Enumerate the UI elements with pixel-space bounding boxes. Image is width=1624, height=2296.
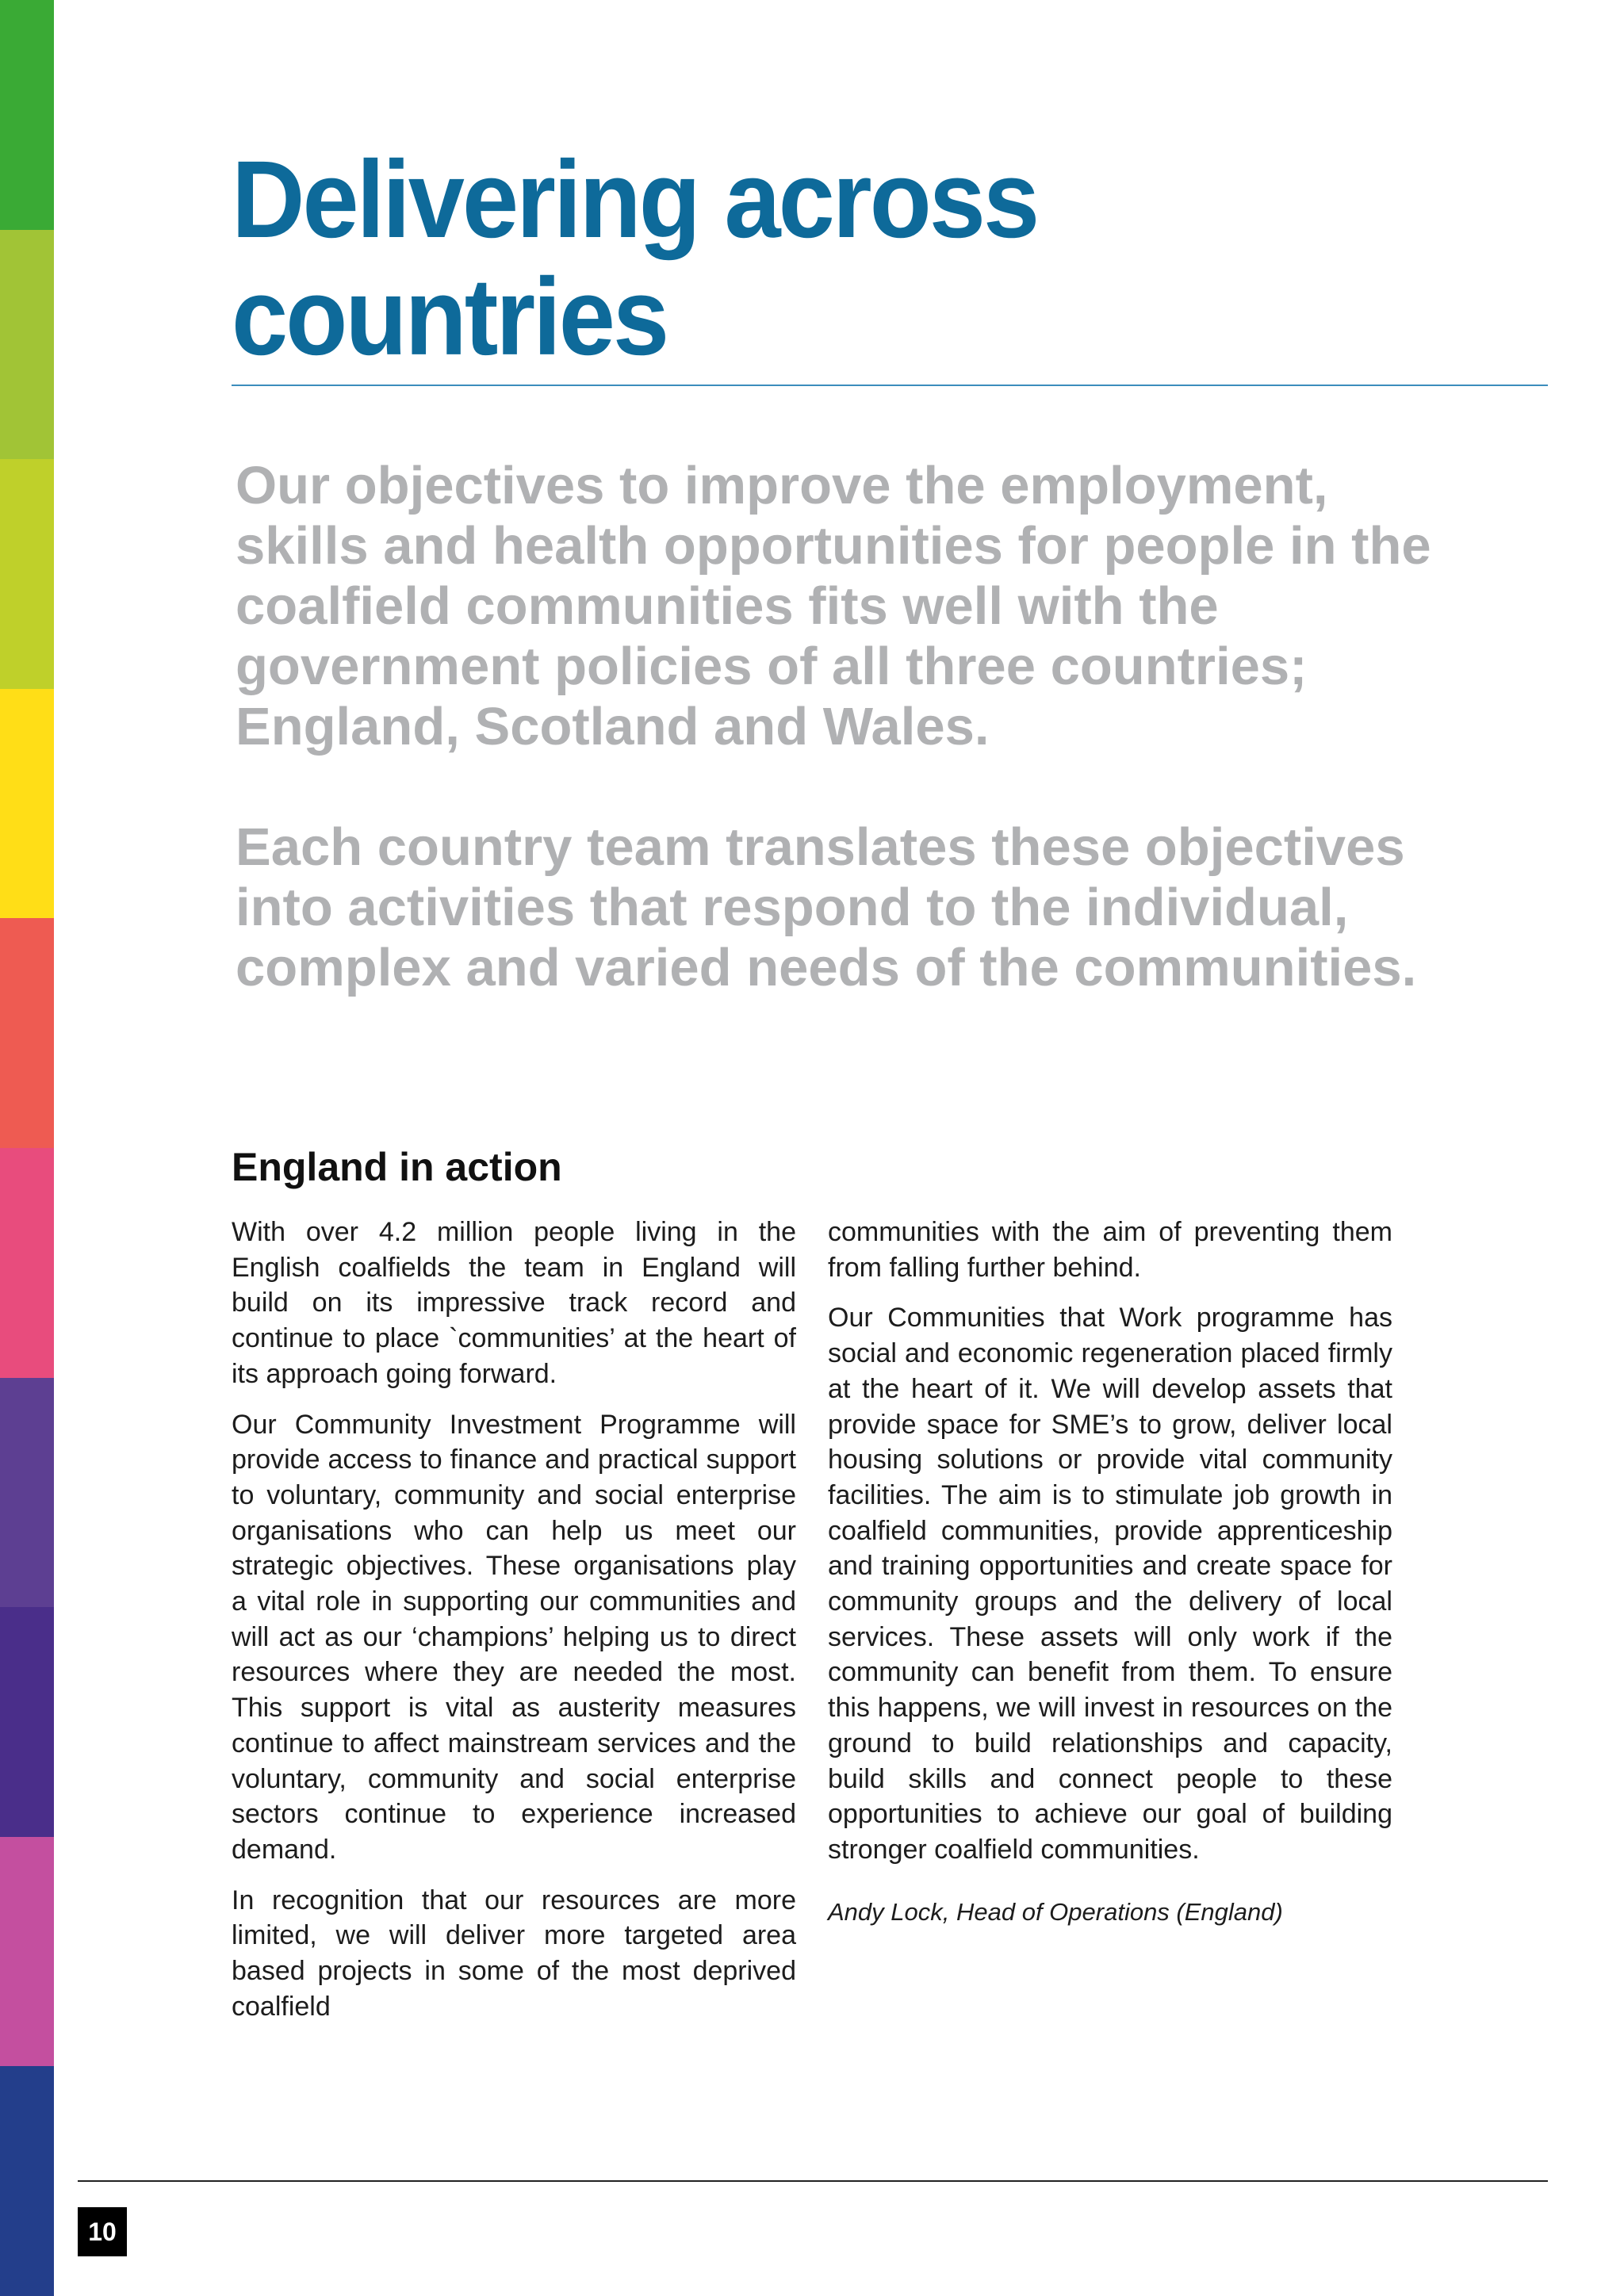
body-paragraph: Our Communities that Work programme has social and economic regeneration placed firmly at the heart of it. We will develop assets that provide space for SME’s to grow, deliver local housing solutions or provide vital community facilities. The aim is to stimulate job growth in coalfield communities, provide apprenticeship and training opportunities and create space for community groups and the delivery of local services. These assets will only work if the community can benefit from them. To ensure this happens, we will invest in resources on the ground to build relationships and capacity, build skills and connect people to these opportunities to achieve our goal of building stronger coalfield communities. [828,1303,1392,1865]
color-bar-segment [0,459,54,689]
page-title: Delivering across countries [232,138,1038,379]
color-bar-segment [0,1378,54,1608]
intro-paragraph: Our objectives to improve the employment, skills and health opportunities for people in the coalfield communities fits well with the government policies of all three countries; England, Scotland and Wales. [236,456,1431,756]
color-bar-segment [0,1607,54,1837]
color-bar-segment [0,0,54,230]
signature: Andy Lock, Head of Operations (England) [828,1897,1283,1926]
color-bar-segment [0,230,54,460]
color-bar-segment [0,1148,54,1378]
title-divider [232,385,1548,386]
color-bar-segment [0,2066,54,2296]
body-column-right [828,1215,1392,1945]
body-paragraph: Our Community Investment Programme will provide access to finance and practical support to voluntary, community and social enterprise organisations who can help us meet our strategic objectives. These organisations play a vital role in supporting our communities and will act as our ‘champions’ helping us to direct resources where they are needed the most. This support is vital as austerity measures continue to affect mainstream services and the voluntary, community and social enterprise sectors continue to experience increased demand. [232,1409,796,1865]
color-bar-segment [0,689,54,919]
side-color-bar [0,0,54,2296]
body-paragraph: With over 4.2 million people living in the English coalfields the team in England will build on its impressive track record and continue to place `communities’ at the heart of its approach going forward. [232,1217,796,1389]
color-bar-segment [0,918,54,1148]
page-number: 10 [78,2207,127,2256]
body-paragraph: In recognition that our resources are more limited, we will deliver more targeted area based projects in some of the most deprived coalfield [232,1885,796,2022]
footer-divider [78,2180,1548,2182]
body-column-left [232,1215,796,2039]
section-heading: England in action [232,1145,562,1189]
body-paragraph: communities with the aim of preventing them from falling further behind. [828,1217,1392,1283]
intro-block [236,456,1473,998]
color-bar-segment [0,1837,54,2067]
intro-paragraph: Each country team translates these objectives into activities that respond to the individual, complex and varied needs of the communities. [236,817,1417,997]
